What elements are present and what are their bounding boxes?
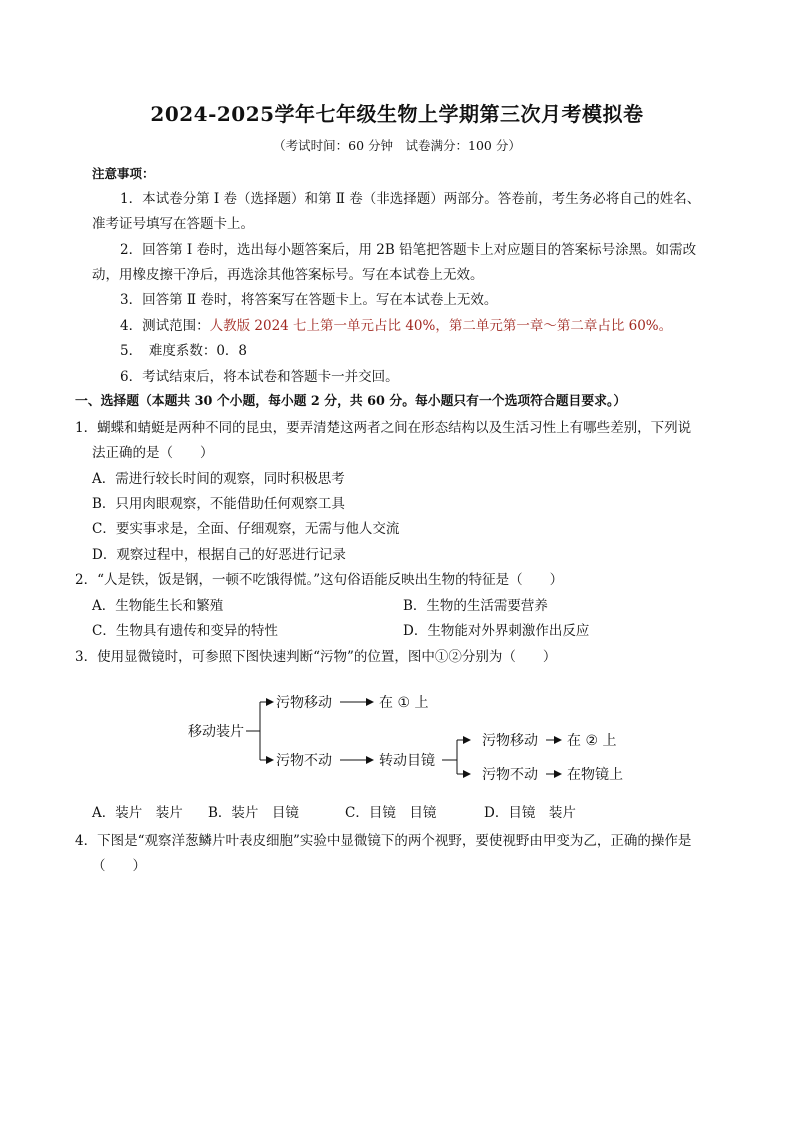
notice-heading: 注意事项：: [92, 166, 155, 181]
microscope-dirt-flowchart: [180, 688, 650, 788]
notice-item-2b: 动，用橡皮擦干净后，再选涂其他答案标号。写在本试卷上无效。: [92, 267, 484, 283]
q1-option-d: D．观察过程中，根据自己的好恶进行记录: [92, 547, 346, 563]
node-turn-eyepiece: 转动目镜: [379, 753, 435, 769]
q1-stem-b: 法正确的是（ ）: [92, 445, 214, 461]
notice-item-1a: 1．本试卷分第 I 卷（选择题）和第 Ⅱ 卷（非选择题）两部分。答卷前，考生务必将自己的姓名、: [120, 191, 701, 207]
page-title: 2024-2025学年七年级生物上学期第三次月考模拟卷: [150, 102, 644, 126]
notice-item-4: [120, 317, 672, 335]
node-move-slide: 移动装片: [188, 724, 244, 740]
q2-stem: 2．“人是铁，饭是钢，一顿不吃饿得慌。”这句俗语能反映出生物的特征是（ ）: [75, 572, 564, 588]
node-dirt-moves-1: 污物移动: [276, 695, 332, 711]
q2-option-a: A．生物能生长和繁殖: [92, 598, 224, 614]
notice-item-3: 3．回答第 Ⅱ 卷时，将答案写在答题卡上。写在本试卷上无效。: [120, 292, 498, 308]
notice-item-1b: 准考证号填写在答题卡上。: [92, 216, 254, 232]
q2-option-c: C．生物具有遗传和变异的特性: [92, 623, 278, 639]
q4-stem-a: 4．下图是“观察洋葱鳞片叶表皮细胞”实验中显微镜下的两个视野，要使视野由甲变为乙，正确的操作是: [75, 833, 692, 849]
q1-option-c: C．要实事求是，全面、仔细观察，无需与他人交流: [92, 521, 400, 537]
q2-option-b: B．生物的生活需要营养: [403, 598, 548, 614]
q1-option-a: A．需进行较长时间的观察，同时积极思考: [92, 471, 345, 487]
node-dirt-moves-2: 污物移动: [482, 733, 538, 749]
notice-item-6: 6．考试结束后，将本试卷和答题卡一并交回。: [120, 369, 399, 385]
q3-stem: 3．使用显微镜时，可参照下图快速判断“污物”的位置，图中①②分别为（ ）: [75, 649, 557, 665]
section-heading: 一、选择题（本题共 30 个小题，每小题 2 分，共 60 分。每小题只有一个选项符合题目要求。）: [75, 394, 627, 409]
q2-option-d: D．生物能对外界刺激作出反应: [403, 623, 590, 639]
q4-stem-b: （ ）: [92, 858, 146, 874]
node-on-1: 在 ① 上: [379, 695, 429, 711]
node-on-objective: 在物镜上: [567, 767, 623, 783]
q1-stem-a: 1．蝴蝶和蜻蜓是两种不同的昆虫，要弄清楚这两者之间在形态结构以及生活习性上有哪些差别，下列说: [75, 420, 692, 436]
q1-option-b: B．只用肉眼观察，不能借助任何观察工具: [92, 496, 345, 512]
node-dirt-still-2: 污物不动: [482, 767, 538, 783]
notice-item-5: 5． 难度系数：0．8: [120, 343, 248, 359]
q3-option-a: A．装片 装片: [92, 805, 183, 821]
q3-option-c: C．目镜 目镜: [345, 805, 437, 821]
q3-option-d: D．目镜 装片: [484, 805, 576, 821]
exam-info: （考试时间：60 分钟 试卷满分：100 分）: [273, 138, 521, 153]
node-on-2: 在 ② 上: [567, 733, 617, 749]
notice-item-4-prefix: 4．测试范围：: [120, 318, 210, 334]
notice-item-2a: 2．回答第 I 卷时，选出每小题答案后，用 2B 铅笔把答题卡上对应题目的答案标号涂黑。如需改: [120, 242, 697, 258]
node-dirt-still-1: 污物不动: [276, 753, 332, 769]
test-scope: 人教版 2024 七上第一单元占比 40%，第二单元第一章～第二章占比 60%。: [209, 318, 673, 334]
q3-option-b: B．装片 目镜: [208, 805, 299, 821]
